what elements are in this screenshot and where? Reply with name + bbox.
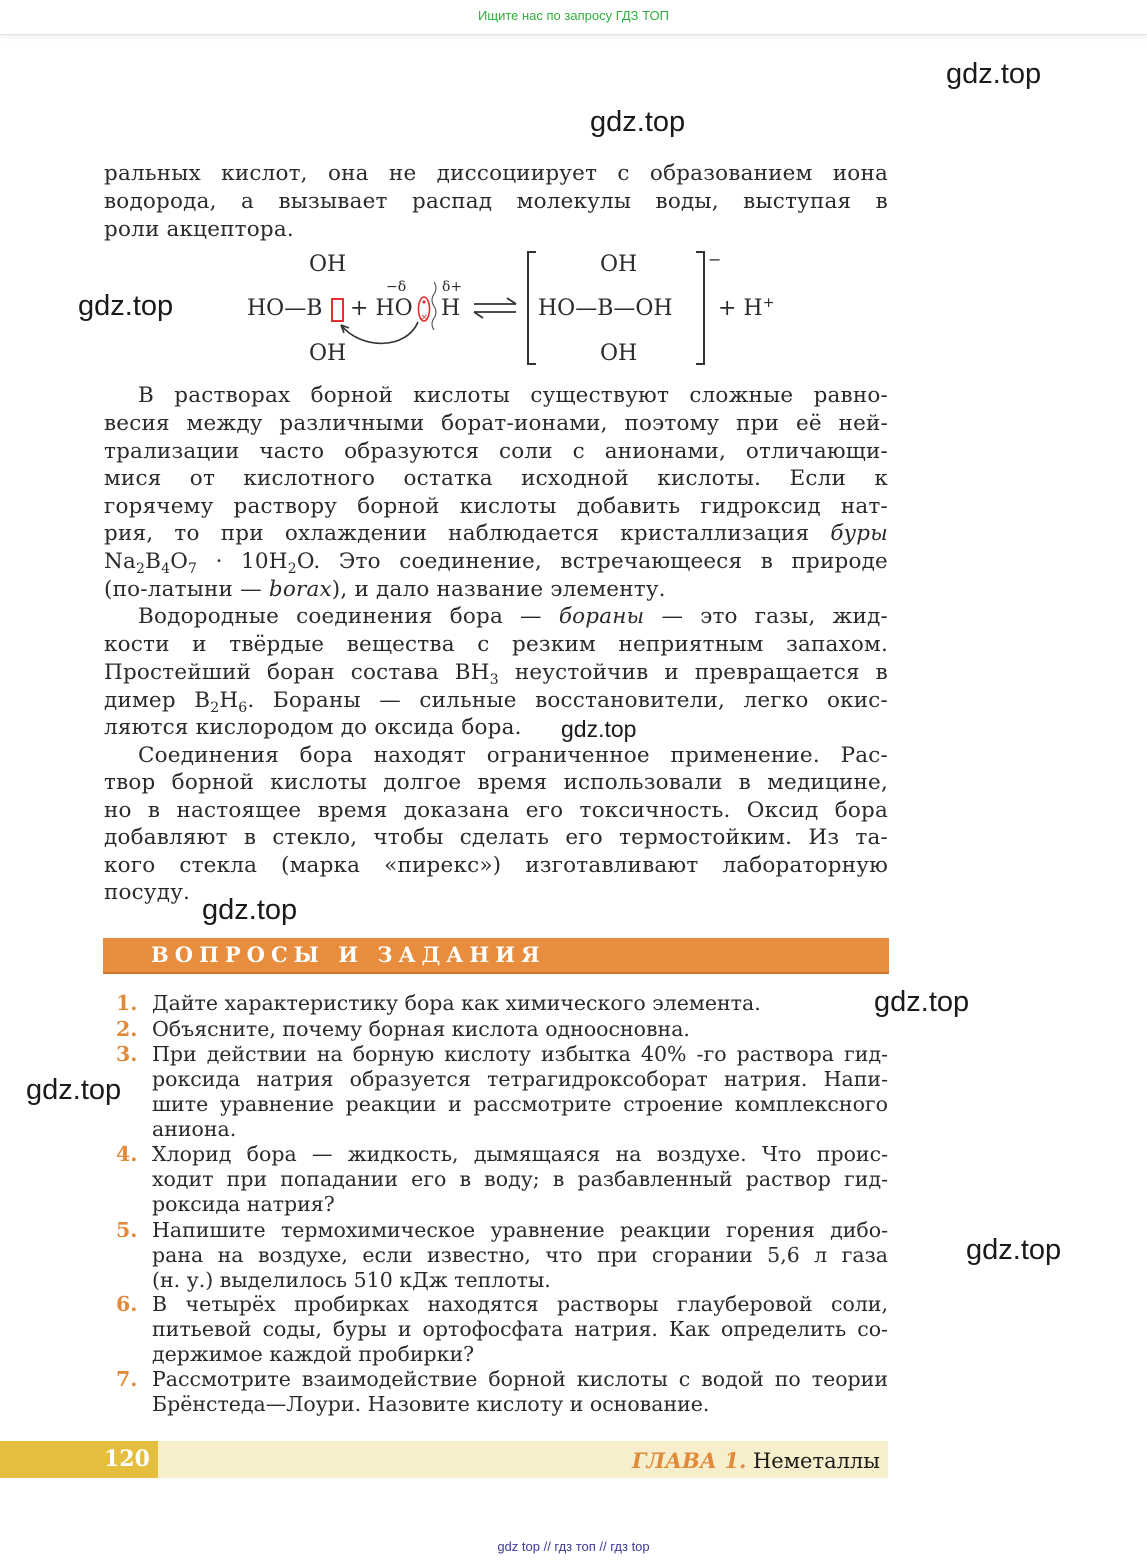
f: 2 [136,560,146,577]
question-number: 4. [116,1142,138,1166]
text-line [104,548,888,576]
text-line: твор борной кислоты долгое время использовали в медицине, [104,770,888,795]
charge: − [708,250,722,269]
question-line: При действии на борную кислоту избытка 40% -го раствора гид- [152,1042,888,1066]
term-borax: borax [268,577,332,602]
borax-formula [104,549,321,577]
watermark: gdz.top [561,716,637,742]
text-span: (по-латыни — [104,577,262,602]
question-number: 7. [116,1367,138,1391]
text-line: трализации часто образуются соли с анионами, отличающи- [104,439,888,464]
question-line: Напишите термохимическое уравнение реакции горения дибо- [152,1218,888,1242]
page-number-box [0,1441,158,1478]
boron-left: HO—B [247,296,323,321]
text-line [104,603,888,631]
proton-text: + H [718,296,763,321]
equation-arrows-icon [336,270,526,350]
borate-ion: HO—B—OH [538,296,673,321]
watermark: gdz.top [26,1074,122,1106]
question-line: питьевой соды, буры и ортофосфата натрия. Как определить со- [152,1317,888,1341]
watermark: gdz.top [966,1234,1062,1266]
delta-minus: −δ [386,279,407,295]
f: 4 [161,560,171,577]
page-number: 120 [104,1446,150,1472]
bottom-links[interactable]: gdz top // гдз топ // гдз top [497,1539,650,1554]
watermark: gdz.top [946,58,1042,90]
water-part: + HO [350,296,413,321]
question-line: аниона. [152,1117,237,1141]
question-line: Объясните, почему борная кислота одноосновна. [152,1017,690,1041]
chapter-title [632,1448,880,1473]
text-line [104,659,888,687]
question-number: 5. [116,1218,138,1242]
text-line [104,687,888,715]
text-span: H [219,688,239,713]
text-line: посуду. [104,880,191,905]
text-line: В растворах борной кислоты существуют сложные равно- [138,383,888,408]
term-bura: буры [830,521,888,546]
watermark: gdz.top [78,290,174,322]
text-line: водорода, а вызывает распад молекулы воды, выступая в [104,189,888,214]
chapter-name: Неметаллы [752,1449,880,1473]
text-line: ральных кислот, она не диссоциирует с образованием иона [104,161,888,186]
oh-top-right: OH [600,252,638,277]
text-line: горячему раствору борной кислоты добавить гидроксид нат- [104,494,888,519]
question-number: 3. [116,1042,138,1066]
f: Na [104,549,137,574]
text-line [104,576,888,604]
watermark: gdz.top [874,986,970,1018]
question-number: 6. [116,1292,138,1316]
question-line: роксида натрия образуется тетрагидроксоборат натрия. Напи- [152,1067,888,1091]
delta-plus: δ+ [442,279,463,295]
question-line: роксида натрия? [152,1192,335,1216]
top-banner [0,0,1147,35]
text-span: димер B [104,688,211,713]
text-span: Это соединение, встречающееся в природе [338,549,888,574]
f: B [145,549,162,574]
question-line: Рассмотрите взаимодействие борной кислоты с водой по теории [152,1367,888,1391]
question-line: рана на воздухе, если известно, что при сгорании 5,6 л газа [152,1243,888,1267]
plus-sup: + [762,295,775,312]
hydrogen: H [441,296,461,321]
text-span: неустойчив и превращается в [514,660,888,685]
term-borany: бораны [558,604,645,629]
text-span: Простейший боран состава BH [104,660,490,685]
question-line: держимое каждой пробирки? [152,1342,475,1366]
question-line: Дайте характеристику бора как химического элемента. [152,991,761,1015]
question-line: Брёнстеда—Лоури. Назовите кислоту и основание. [152,1392,710,1416]
svg-text:×: × [420,313,429,323]
text-line: добавляют в стекло, чтобы сделать его термостойким. Из та- [104,825,888,850]
text-span: рия, то при охлаждении наблюдается кристаллизация [104,521,810,546]
proton [718,296,775,321]
f: · 10H [197,549,288,574]
text-span: Водородные соединения бора — [138,604,542,629]
text-line: мися от кислотного остатка исходной кислоты. Если к [104,466,888,491]
question-line: В четырёх пробирках находятся растворы глауберовой соли, [152,1292,888,1316]
text-span: — это газы, жид- [661,604,888,629]
f: 3 [489,671,499,688]
f: 6 [238,699,248,716]
text-line [104,520,888,548]
question-number: 2. [116,1017,138,1041]
question-number: 1. [116,991,138,1015]
f: O. [296,549,321,574]
chapter-label: ГЛАВА 1. [632,1448,747,1473]
watermark: gdz.top [590,106,686,138]
text-line: весия между различными борат-ионами, поэтому при её ней- [104,411,888,436]
question-line: (н. у.) выделилось 510 кДж теплоты. [152,1268,551,1292]
banner-text[interactable]: Ищите нас по запросу ГДЗ ТОП [478,8,669,23]
text-line: ляются кислородом до оксида бора. [104,715,522,740]
text-line: кости и твёрдые вещества с резким неприятным запахом. [104,632,888,657]
section-header-title: ВОПРОСЫ И ЗАДАНИЯ [151,942,546,967]
watermark: gdz.top [202,894,298,926]
question-line: ходит при попадании его в воду; в разбавленный раствор гид- [152,1167,888,1191]
question-line: Хлорид бора — жидкость, дымящаяся на воздухе. Что проис- [152,1142,888,1166]
f: 2 [210,699,220,716]
text-line: кого стекла (марка «пирекс») изготавливают лабораторную [104,853,888,878]
question-line: шите уравнение реакции и рассмотрите строение комплексного [152,1092,888,1116]
text-span: ), и дало название элементу. [331,577,666,602]
f: 2 [287,560,297,577]
text-line: роли акцептора. [104,217,294,242]
chapter-bar [158,1441,888,1478]
text-line: но в настоящее время доказана его токсичность. Оксид бора [104,798,888,823]
oh-bottom-left: OH [309,341,347,366]
oh-top-left: OH [309,252,347,277]
oh-bottom-right: OH [600,341,638,366]
text-span: . Бораны — сильные восстановители, легко окис- [247,688,888,713]
text-line: Соединения бора находят ограниченное применение. Рас- [138,743,888,768]
f: O [170,549,189,574]
section-header [103,938,889,974]
f: 7 [188,560,198,577]
